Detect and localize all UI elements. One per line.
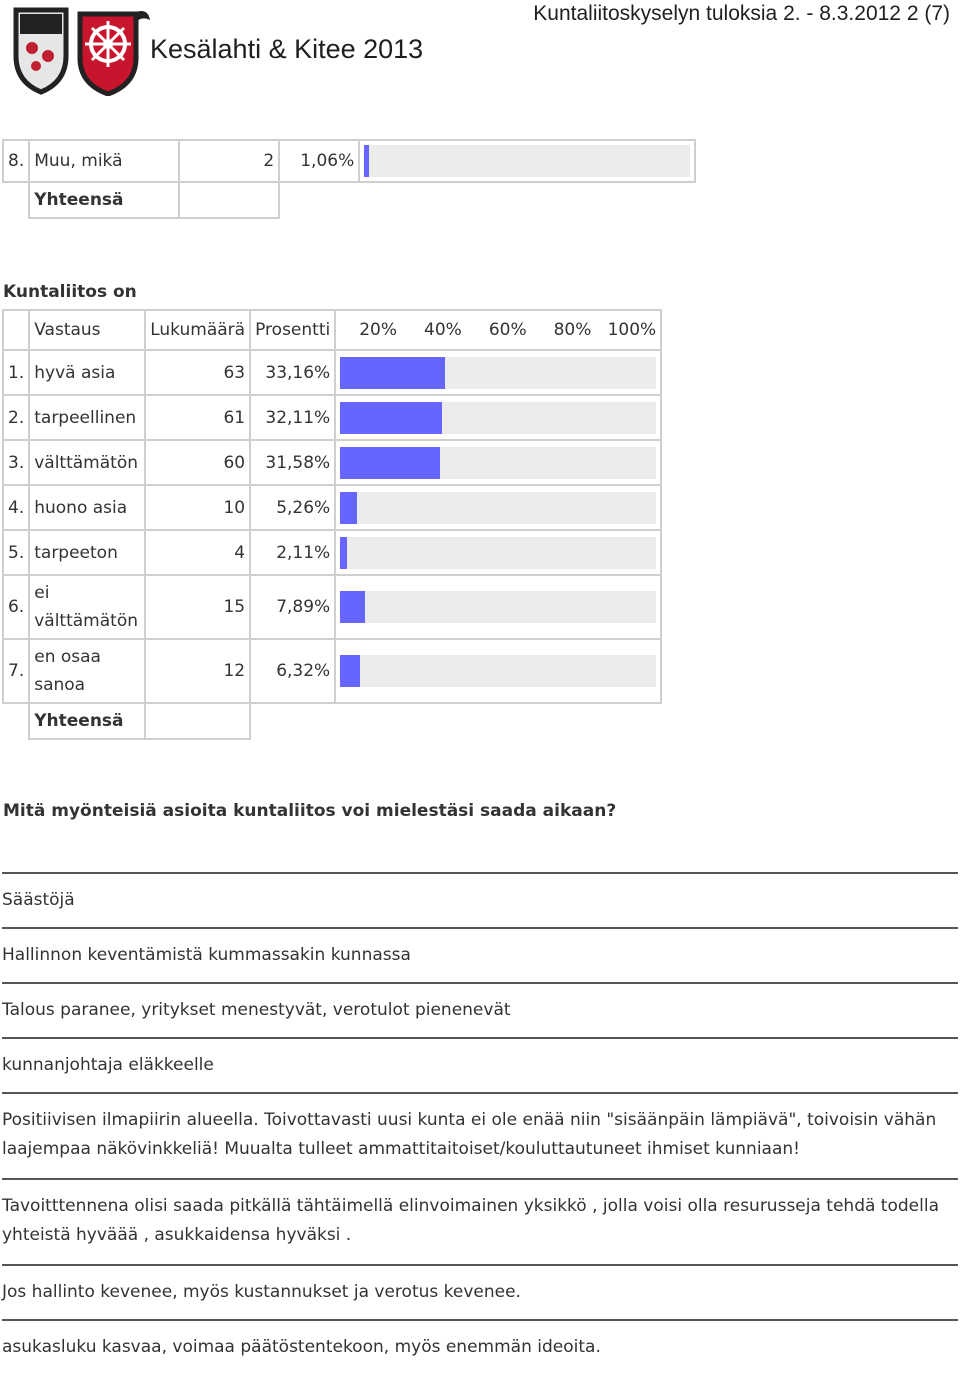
total-label: Yhteensä	[29, 182, 179, 218]
total-row	[3, 182, 695, 218]
answer-label: ei välttämätön	[29, 575, 145, 639]
scale-tick: 20%	[359, 320, 398, 340]
answer-percent: 1,06%	[279, 140, 359, 182]
open-answer: Talous paranee, yritykset menestyvät, verotulot pienenevät	[2, 982, 958, 1037]
answer-label: hyvä asia	[29, 350, 145, 395]
row-number: 7.	[3, 639, 29, 703]
answer-label: Muu, mikä	[29, 140, 179, 182]
question-title: Mitä myönteisiä asioita kuntaliitos voi mielestäsi saada aikaan?	[3, 801, 617, 821]
row-number: 5.	[3, 530, 29, 575]
answer-percent: 32,11%	[250, 395, 335, 440]
total-row	[3, 703, 661, 739]
answer-percent: 33,16%	[250, 350, 335, 395]
answer-count: 15	[145, 575, 250, 639]
bar-track	[340, 655, 656, 687]
answer-count: 60	[145, 440, 250, 485]
answer-label: välttämätön	[29, 440, 145, 485]
page-title: Kuntaliitoskyselyn tuloksia 2. - 8.3.2012 2 (7)	[533, 2, 950, 25]
answer-label: en osaa sanoa	[29, 639, 145, 703]
bar-fill	[340, 537, 347, 569]
open-answer: Positiivisen ilmapiirin alueella. Toivottavasti uusi kunta ei ole enää niin "sisäänpäin lämpiävä", toivoisin vähän laajempaa näkövinkkeliä! Muualta tulleet ammattitaitoiset/kouluttautuneet ihmiset kunniaan!	[2, 1092, 958, 1178]
open-answer: Tavoitttennena olisi saada pitkällä tähtäimellä elinvoimainen yksikkö , jolla voisi olla resurusseja tehdä todella yhteistä hyväää , asukkaidensa hyväksi .	[2, 1178, 958, 1264]
open-answer: Hallinnon keventämistä kummassakin kunnassa	[2, 927, 958, 982]
municipal-crest-logo	[8, 4, 154, 96]
bar-fill	[340, 492, 357, 524]
table-row	[3, 639, 661, 703]
answer-label: tarpeeton	[29, 530, 145, 575]
table-row	[3, 485, 661, 530]
bar-cell	[335, 639, 661, 703]
scale-tick: 60%	[488, 320, 527, 340]
answer-count: 12	[145, 639, 250, 703]
bar-track	[340, 402, 656, 434]
row-number: 6.	[3, 575, 29, 639]
header-count: Lukumäärä	[145, 310, 250, 350]
open-answer: kunnanjohtaja eläkkeelle	[2, 1037, 958, 1092]
bar-fill	[340, 357, 445, 389]
answer-percent: 7,89%	[250, 575, 335, 639]
scale-tick: 100%	[607, 320, 657, 340]
bar-track	[340, 492, 656, 524]
answer-label: huono asia	[29, 485, 145, 530]
open-answers-list	[2, 872, 958, 1374]
bar-cell	[335, 350, 661, 395]
bar-fill	[340, 591, 365, 623]
header-percent: Prosentti	[250, 310, 335, 350]
bar-track	[340, 591, 656, 623]
table-row	[3, 575, 661, 639]
question-title: Kuntaliitos on	[3, 282, 137, 302]
answer-label: tarpeellinen	[29, 395, 145, 440]
answer-percent: 6,32%	[250, 639, 335, 703]
bar-track	[364, 145, 690, 177]
header-answer: Vastaus	[29, 310, 145, 350]
header-scale	[335, 310, 661, 350]
row-number: 4.	[3, 485, 29, 530]
bar-track	[340, 357, 656, 389]
table-row	[3, 350, 661, 395]
bar-cell	[335, 395, 661, 440]
total-count	[179, 182, 279, 218]
table-row	[3, 140, 695, 182]
bar-cell	[335, 485, 661, 530]
answer-count: 2	[179, 140, 279, 182]
results-table	[2, 309, 662, 740]
scale-tick: 80%	[553, 320, 592, 340]
bar-fill	[340, 402, 441, 434]
answer-count: 61	[145, 395, 250, 440]
answer-count: 4	[145, 530, 250, 575]
bar-cell	[335, 530, 661, 575]
answer-count: 63	[145, 350, 250, 395]
row-number: 1.	[3, 350, 29, 395]
bar-cell	[359, 140, 695, 182]
bar-fill	[340, 655, 360, 687]
bar-fill	[364, 145, 369, 177]
bar-track	[340, 447, 656, 479]
bar-fill	[340, 447, 440, 479]
row-number: 8.	[3, 140, 29, 182]
results-table-continued	[2, 139, 696, 219]
open-answer: Jos hallinto kevenee, myös kustannukset ja verotus kevenee.	[2, 1264, 958, 1319]
open-answer: asukasluku kasvaa, voimaa päätöstentekoon, myös enemmän ideoita.	[2, 1319, 958, 1374]
scale-tick: 40%	[424, 320, 462, 340]
answer-count: 10	[145, 485, 250, 530]
table-header-row	[3, 310, 661, 350]
table-row	[3, 440, 661, 485]
open-answer: Säästöjä	[2, 872, 958, 927]
total-count	[145, 703, 250, 739]
bar-track	[340, 537, 656, 569]
table-row	[3, 530, 661, 575]
answer-percent: 5,26%	[250, 485, 335, 530]
brand-title: Kesälahti & Kitee 2013	[150, 34, 424, 64]
row-number: 2.	[3, 395, 29, 440]
answer-percent: 2,11%	[250, 530, 335, 575]
answer-percent: 31,58%	[250, 440, 335, 485]
bar-cell	[335, 575, 661, 639]
total-label: Yhteensä	[29, 703, 145, 739]
table-row	[3, 395, 661, 440]
bar-cell	[335, 440, 661, 485]
row-number: 3.	[3, 440, 29, 485]
